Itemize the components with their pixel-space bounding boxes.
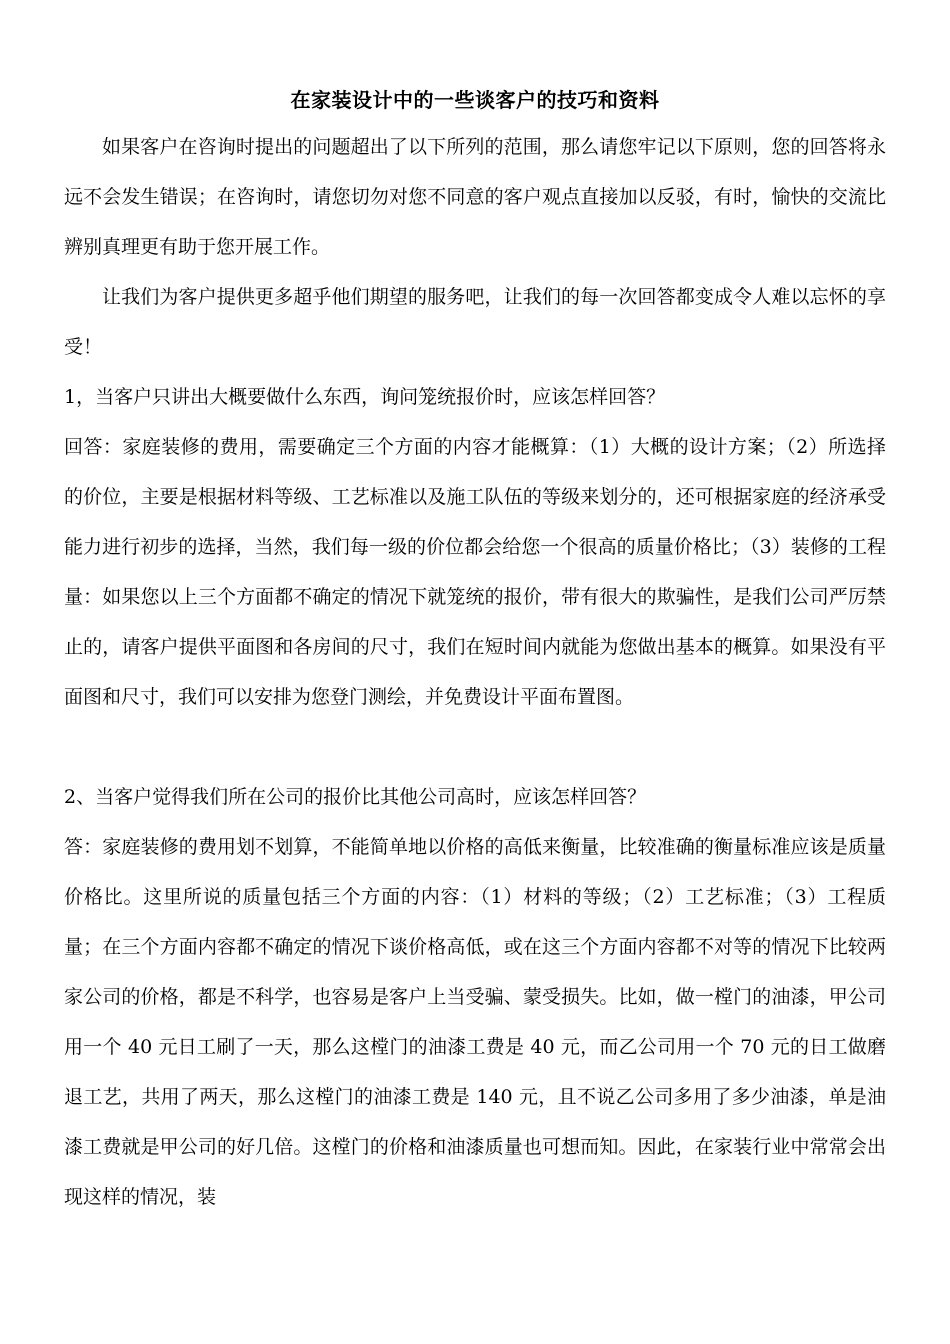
document-title: 在家装设计中的一些谈客户的技巧和资料 bbox=[290, 88, 660, 112]
intro-paragraph-2: 让我们为客户提供更多超乎他们期望的服务吧，让我们的每一次回答都变成令人难以忘怀的享受！ bbox=[64, 286, 886, 358]
answer-2: 答：家庭装修的费用划不划算，不能简单地以价格的高低来衡量，比较准确的衡量标准应该是质量价格比。这里所说的质量包括三个方面的内容：（1）材料的等级；（2）工艺标准；（3）工程质量；在三个方面内容都不确定的情况下谈价格高低，或在这三个方面内容都不对等的情况下比较两家公司的价格，都是不科学，也容易是客户上当受骗、蒙受损失。比如，做一樘门的油漆，甲公司用一个 40 元日工刷了一天，那么这樘门的油漆工费是 40 元，而乙公司用一个 70 元的日工做磨退工艺，共用了两天，那么这樘门的油漆工费是 140 元，且不说乙公司多用了多少油漆，单是油漆工费就是甲公司的好几倍。这樘门的价格和油漆质量也可想而知。因此，在家装行业中常常会出现这样的情况，装 bbox=[64, 836, 886, 1208]
blank-line bbox=[64, 722, 886, 772]
document-page bbox=[64, 84, 886, 1222]
question-1: 1，当客户只讲出大概要做什么东西，询问笼统报价时，应该怎样回答？ bbox=[64, 386, 666, 408]
question-2: 2、当客户觉得我们所在公司的报价比其他公司高时，应该怎样回答？ bbox=[64, 786, 647, 808]
answer-1: 回答：家庭装修的费用，需要确定三个方面的内容才能概算：（1）大概的设计方案；（2）所选择的价位，主要是根据材料等级、工艺标准以及施工队伍的等级来划分的，还可根据家庭的经济承受能力进行初步的选择，当然，我们每一级的价位都会给您一个很高的质量价格比；（3）装修的工程量：如果您以上三个方面都不确定的情况下就笼统的报价，带有很大的欺骗性，是我们公司严厉禁止的，请客户提供平面图和各房间的尺寸，我们在短时间内就能为您做出基本的概算。如果没有平面图和尺寸，我们可以安排为您登门测绘，并免费设计平面布置图。 bbox=[64, 436, 886, 708]
intro-paragraph-1: 如果客户在咨询时提出的问题超出了以下所列的范围，那么请您牢记以下原则，您的回答将永远不会发生错误；在咨询时，请您切勿对您不同意的客户观点直接加以反驳，有时，愉快的交流比辨别真理更有助于您开展工作。 bbox=[64, 136, 886, 258]
